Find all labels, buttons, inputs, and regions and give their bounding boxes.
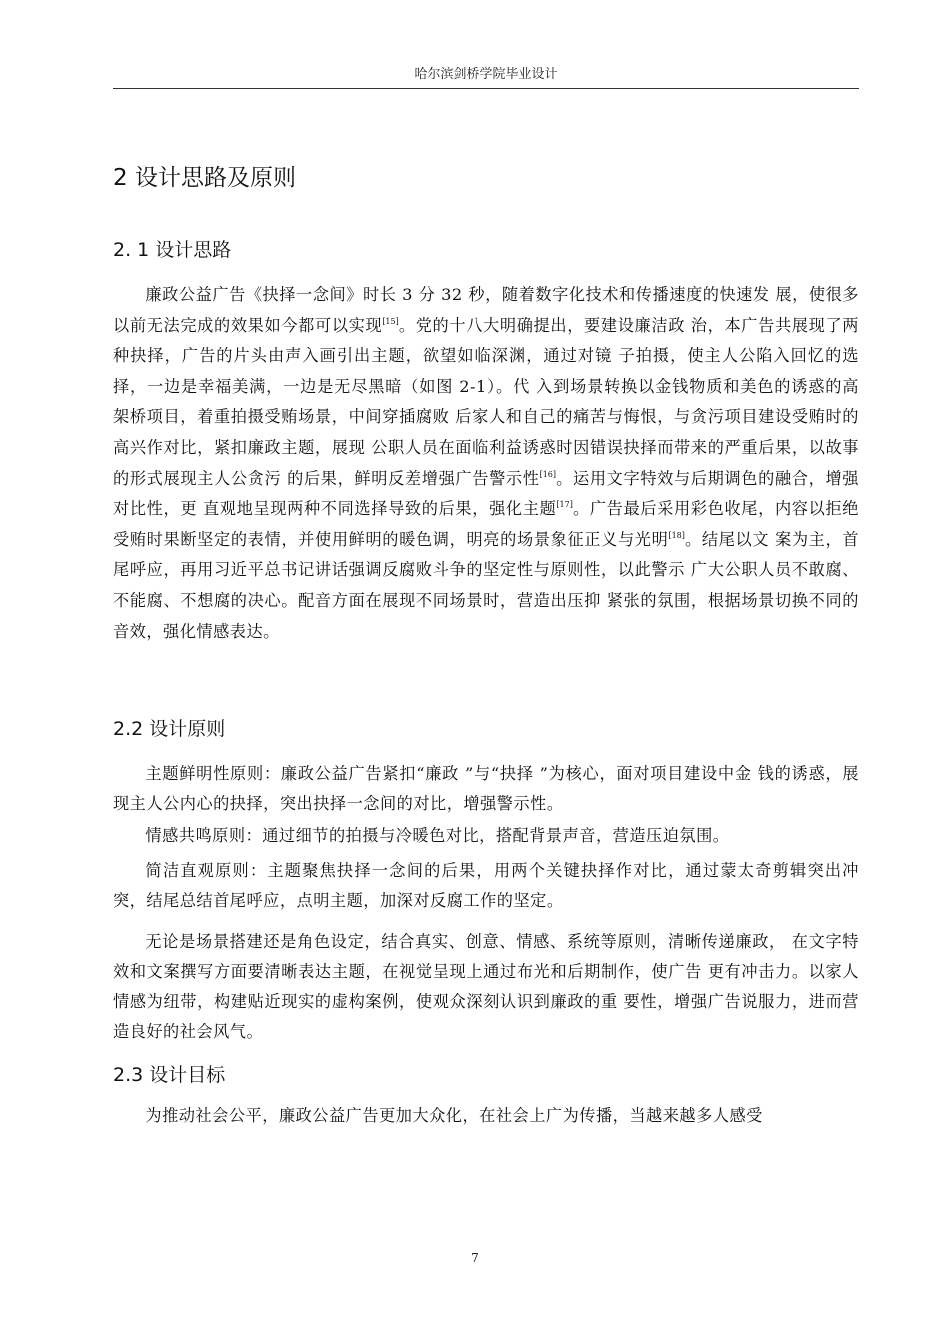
- paragraph-text: 。结尾以文 案为主，首尾呼应，再用习近平总书记讲话强调反腐败斗争的坚定性与原则性，以此警示 广大公职人员不敢腐、不能腐、不想腐的决心。配音方面在展现不同场景时，营造出压抑 紧张的氛围，根据场景切换不同的音效，强化情感表达。: [113, 529, 860, 641]
- paragraph-text: 廉政公益广告《抉择一念间》时长 3 分 32 秒，随着数字化技术和传播速度的快速发 展，使很多以前无法完成的效果如今都可以实现: [113, 285, 859, 335]
- citation-17: [17]: [556, 500, 573, 510]
- page-header: [113, 66, 859, 89]
- header-title: 哈尔滨剑桥学院毕业设计: [414, 67, 558, 82]
- section-2-3-heading: 2.3 设计目标: [113, 1064, 226, 1086]
- principle-emotion-paragraph: 情感共鸣原则：通过细节的拍摄与冷暖色对比，搭配背景声音，营造压迫氛围。: [145, 826, 730, 845]
- citation-18: [18]: [668, 530, 685, 540]
- paragraph-text: 。党的十八大明确提出，要建设廉洁政 治，本广告共展现了两种抉择，广告的片头由声入画引出主题，欲望如临深渊，通过对镜 子拍摄，使主人公陷入回忆的选择，一边是幸福美满，一边是无尽黑暗（如图 2-1）。代 入到场景转换以金钱物质和美色的诱惑的高架桥项目，着重拍摄受贿场景，中间穿插腐败 后家人和自己的痛苦与悔恨，与贪污项目建设受贿时的高兴作对比，紧扣廉政主题，展现 公职人员在面临利益诱惑时因错误抉择而带来的严重后果，以故事的形式展现主人公贪污 的后果，鲜明反差增强广告警示性: [113, 315, 859, 488]
- paragraph-text: 。运用文字特效与后期调色的融合，增强对比性，更 直观地呈现两种不同选择导致的后果，强化主题: [113, 468, 859, 519]
- design-goal-paragraph: 为推动社会公平，廉政公益广告更加大众化，在社会上广为传播，当越来越多人感受: [145, 1106, 763, 1125]
- principle-summary-paragraph: 无论是场景搭建还是角色设定，结合真实、创意、情感、系统等原则，清晰传递廉政， 在文字特效和文案撰写方面要清晰表达主题，在视觉呈现上通过布光和后期制作，使广告 更有冲击力。以家人情感为纽带，构建贴近现实的虚构案例，使观众深刻认识到廉政的重 要性，增强广告说服力，进而营造良好的社会风气。: [113, 932, 859, 1041]
- section-2-heading: 2 设计思路及原则: [113, 165, 296, 191]
- citation-15: [15]: [382, 316, 399, 326]
- citation-16: [16]: [539, 469, 557, 479]
- page-number: 7: [471, 1251, 479, 1265]
- paragraph-text: 。广告最后采用彩色收尾，内容以拒绝 受贿时果断坚定的表情，并使用鲜明的暖色调，明亮的场景象征正义与光明: [113, 499, 859, 549]
- design-thinking-paragraph: [113, 280, 859, 647]
- section-2-2-heading: 2.2 设计原则: [113, 718, 226, 740]
- principle-concise-paragraph: 简洁直观原则：主题聚焦抉择一念间的后果，用两个关键抉择作对比，通过蒙太奇剪辑突出冲突，结尾总结首尾呼应，点明主题，加深对反腐工作的坚定。: [113, 861, 859, 910]
- principle-theme-paragraph: 主题鲜明性原则：廉政公益广告紧扣“廉政 ”与“抉择 ”为核心，面对项目建设中金 钱的诱惑，展现主人公内心的抉择，突出抉择一念间的对比，增强警示性。: [113, 764, 859, 813]
- section-2-1-heading: 2. 1 设计思路: [113, 239, 232, 261]
